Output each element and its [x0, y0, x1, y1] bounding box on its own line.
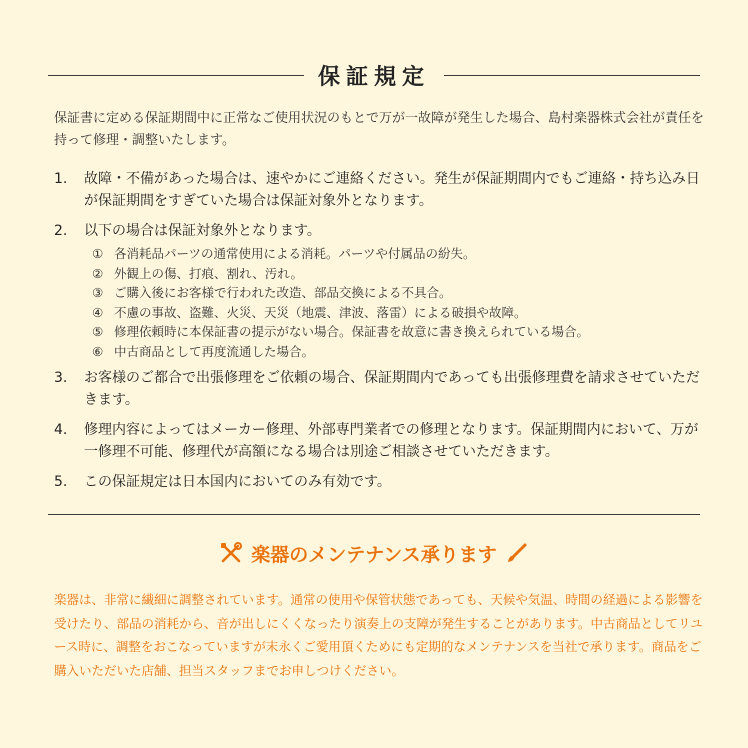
section-divider: [48, 514, 700, 515]
item-number: 3.: [54, 370, 68, 386]
list-item-2: [54, 220, 704, 242]
sub-item: [92, 264, 704, 284]
sub-item-number: ④: [92, 304, 104, 320]
tools-icon: [219, 541, 243, 565]
item-number: 4.: [54, 422, 68, 438]
item-number: 5.: [54, 474, 68, 490]
sub-item-text: 中古商品として再度流通した場合。: [114, 343, 315, 359]
sub-item-text: 各消耗品パーツの通常使用による消耗。パーツや付属品の紛失。: [114, 246, 476, 261]
sub-item-text: 不慮の事故、盗難、火災、天災（地震、津波、落雷）による破損や故障。: [114, 304, 527, 320]
item-number: 2.: [54, 223, 68, 239]
sub-item: [92, 342, 704, 362]
sub-item-number: ③: [92, 285, 104, 300]
sub-item-number: ⑥: [92, 343, 104, 359]
item-text: 以下の場合は保証対象外となります。: [84, 223, 321, 239]
warranty-list: [54, 168, 704, 493]
title-line-left: [48, 75, 304, 76]
sub-item: [92, 303, 704, 323]
item-text: この保証規定は日本国内においてのみ有効です。: [84, 474, 391, 490]
page-title: 保証規定: [318, 64, 431, 90]
item-number: 1.: [54, 171, 68, 187]
sub-item-number: ②: [92, 265, 104, 281]
maintenance-body: 楽器は、非常に繊細に調整されています。通常の使用や保管状態であっても、天候や気温、時間の経過による影響を受けたり、部品の消耗から、音が出しにくくなったり演奏上の支障が発生することがあります。中古商品としてリユース時に、調整をおこなっていますが末永くご愛用頂くためにも定期的なメンテナンスを当社で承ります。商品をご購入いただいた店舗、担当スタッフまでお申しつけください。: [54, 592, 703, 678]
sub-item-text: 修理依頼時に本保証書の提示がない場合。保証書を故意に書き換えられている場合。: [114, 324, 590, 339]
intro-text: 保証書に定める保証期間中に正常なご使用状況のもとで万が一故障が発生した場合、島村楽器株式会社が責任を持って修理・調整いたします。: [54, 111, 705, 148]
item-text: 修理内容によってはメーカー修理、外部専門業者での修理となります。保証期間内において、万が一修理不可能、修理代が高額になる場合は別途ご相談させていただきます。: [84, 422, 699, 460]
sub-item-number: ⑤: [92, 324, 104, 339]
list-item-4: [54, 419, 704, 463]
sub-item-number: ①: [92, 246, 104, 261]
title-line-right: [444, 75, 700, 76]
maintenance-title: 楽器のメンテナンス承ります: [251, 543, 497, 566]
item-text: 故障・不備があった場合は、速やかにご連絡ください。発生が保証期間内でもご連絡・持ち込み日が保証期間をすぎていた場合は保証対象外となります。: [84, 171, 700, 209]
item-text: お客様のご都合で出張修理をご依頼の場合、保証期間内であっても出張修理費を請求させていただきます。: [84, 370, 700, 408]
sub-item-text: 外観上の傷、打痕、割れ、汚れ。: [114, 265, 304, 281]
list-item-1: [54, 168, 704, 212]
maintenance-title-row: [0, 538, 748, 568]
list-item-5: [54, 471, 704, 493]
sub-item-text: ご購入後にお客様で行われた改造、部品交換による不具合。: [114, 285, 452, 300]
title-row: [48, 58, 700, 92]
exclusion-list: [92, 244, 704, 361]
sub-item: [92, 322, 704, 342]
brush-icon: [505, 541, 529, 565]
sub-item: [92, 244, 704, 264]
list-item-3: [54, 367, 704, 411]
sub-item: [92, 283, 704, 303]
